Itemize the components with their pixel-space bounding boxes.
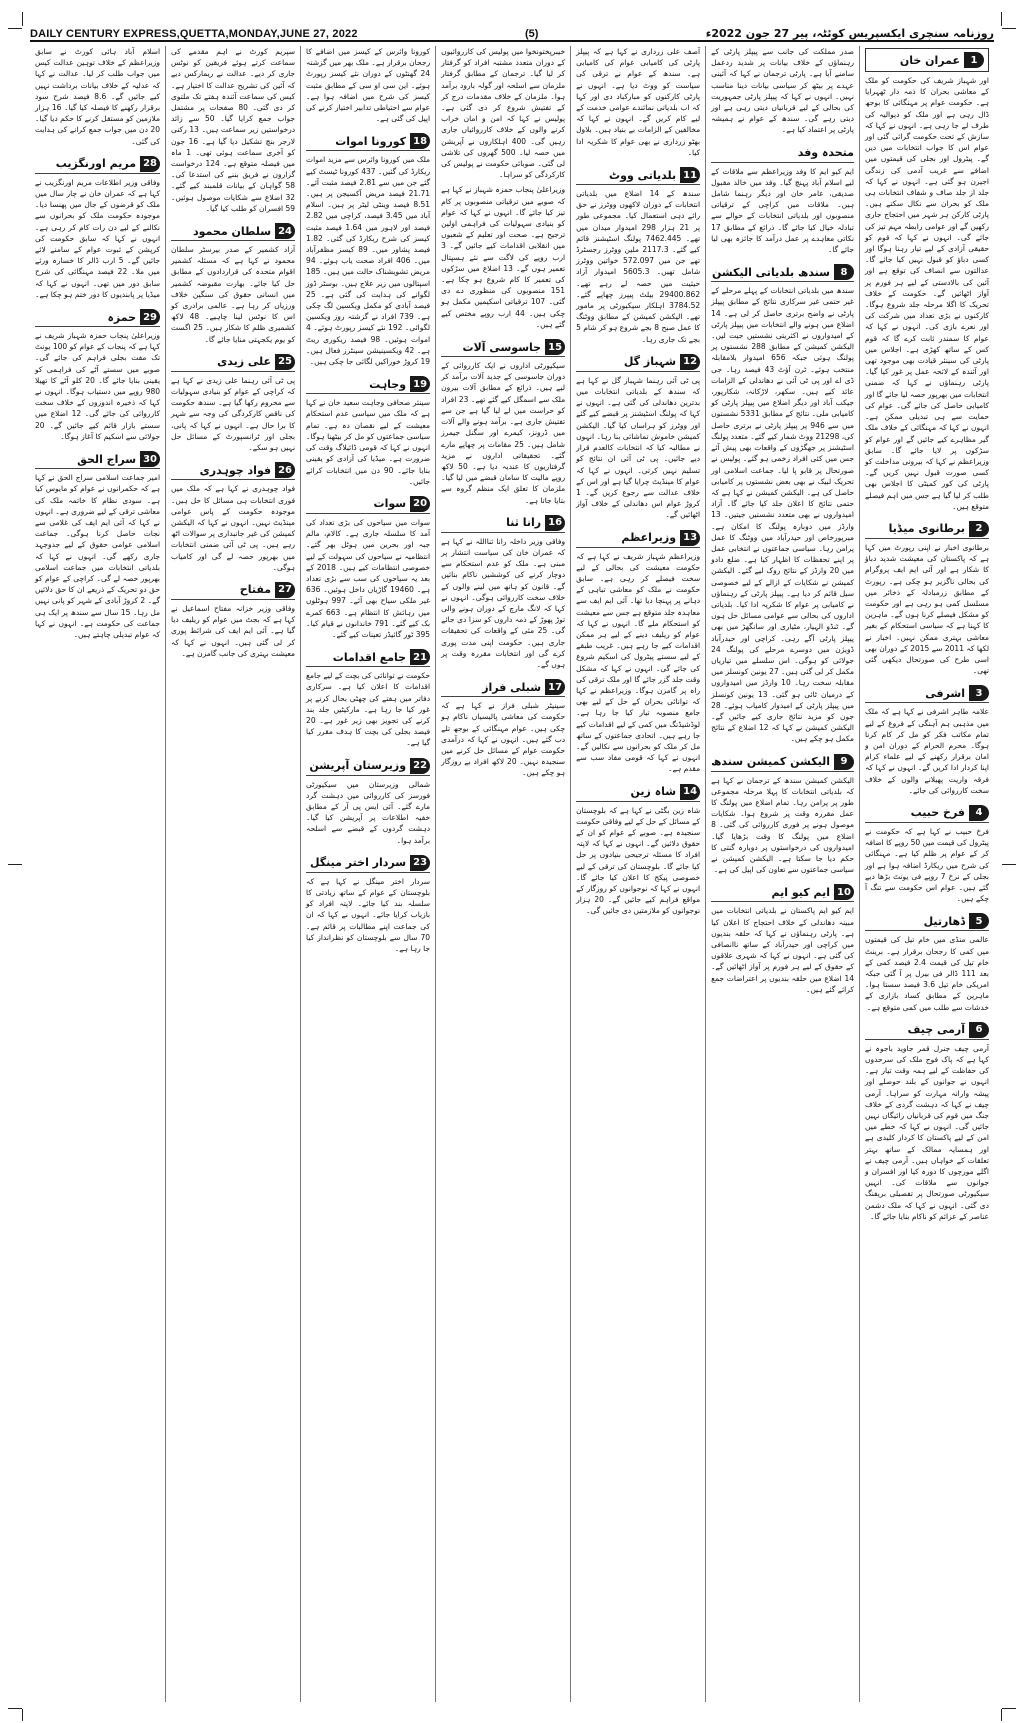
news-item <box>35 46 160 147</box>
news-number: 29 <box>140 309 160 325</box>
news-number: 28 <box>140 156 160 172</box>
news-heading <box>35 308 160 327</box>
news-number: 26 <box>275 462 295 478</box>
news-number: 23 <box>410 855 430 871</box>
news-body: ملک میں کورونا وائرس سے مزید اموات ریکارڈ کی گئیں۔ 437 کورونا ٹیسٹ کیے گئے جن میں سے 2.81 فیصد مثبت آئے۔ 21.71 فیصد مریض آکسیجن پر ہیں۔ 8.51 فیصد وینٹی لیٹر پر ہیں۔ اسلام آباد میں 3.45 فیصد، کراچی میں 2.82 فیصد اور لاہور میں 1.64 فیصد مثبت کیسز کی شرح ریکارڈ کی گئی۔ 1.82 فیصد پشاور میں۔ 89 کیسز مظفرآباد میں۔ 406 افراد صحت یاب ہوئے۔ 94 مریض تشویشناک حالت میں ہیں۔ 185 اسپتالوں میں زیر علاج ہیں۔ بوسٹر ڈوز لگوانے کی ہدایت کی گئی ہے۔ 25 فیصد آبادی کو مکمل ویکسین لگ چکی ہے۔ 739 افراد نے گزشتہ روز ویکسین لگوائی۔ 192 نئے کیسز رپورٹ ہوئے۔ 4 اموات ہوئیں۔ 98 فیصد ریکوری ریٹ ہے۔ 42 ویکسینیشن سینٹرز فعال ہیں۔ 19 کروڑ خوراکیں لگائی جا چکی ہیں۔ <box>306 155 431 367</box>
crop-mark <box>1002 28 1016 29</box>
news-column-3 <box>570 46 705 1702</box>
news-title: عمران خان <box>899 53 960 67</box>
news-number: 22 <box>410 758 430 774</box>
news-number: 16 <box>545 515 565 531</box>
news-column-6 <box>165 46 300 1702</box>
news-heading <box>576 529 700 548</box>
masthead-english-dateline: DAILY CENTURY EXPRESS,QUETTA,MONDAY,JUNE 27, 2022 <box>30 28 358 40</box>
news-item <box>171 457 295 573</box>
news-heading <box>576 353 700 372</box>
news-number: 2 <box>969 521 989 537</box>
news-number: 12 <box>680 354 700 370</box>
news-heading <box>441 514 565 533</box>
news-item <box>711 879 854 995</box>
news-title: کورونا اموات <box>335 134 407 148</box>
news-heading <box>865 684 989 703</box>
news-title: اشرفی <box>925 686 965 700</box>
news-body: سردار اختر مینگل نے کہا ہے کہ بلوچستان کے عوام کے ساتھ زیادتی کا سلسلہ بند کیا جائے۔ لاپتہ افراد کو بازیاب کرایا جائے۔ انہوں نے کہا کہ ان کی جماعت اپنے مطالبات پر قائم ہے۔ 70 سال سے بلوچستان کو نظرانداز کیا جا رہا ہے۔ <box>306 876 431 953</box>
news-number: 15 <box>545 339 565 355</box>
news-body: آصف علی زرداری نے کہا ہے کہ پیپلز پارٹی کی کامیابی عوام کی کامیابی ہے۔ سندھ کے عوام نے ترقی کی سیاست کو ووٹ دیا ہے۔ انہوں نے پارٹی کارکنوں کو مبارکباد دی اور کہا کہ اب بلدیاتی نمائندے عوامی خدمت کے لیے کام کریں گے۔ انہوں نے کہا کہ مخالفین کے الزامات بے بنیاد ہیں۔ بلاول بھٹو زرداری نے بھی عوام کا شکریہ ادا کیا۔ <box>576 47 701 157</box>
news-item <box>306 371 430 487</box>
news-title: سوات <box>373 497 407 511</box>
news-body: خیبرپختونخوا میں پولیس کی کارروائیوں کے دوران متعدد مشتبہ افراد کو گرفتار کر لیا گیا۔ ترجمان کے مطابق گرفتار ملزمان سے اسلحہ اور گولہ بارود برآمد ہوا۔ ملزمان کے خلاف مقدمات درج کر کے تفتیش شروع کر دی گئی ہے۔ پولیس نے کہا کہ امن و امان خراب کرنے والوں کے خلاف کارروائیاں جاری رہیں گی۔ 400 اہلکاروں نے آپریشن میں حصہ لیا۔ 500 گھروں کی تلاشی لی گئی۔ صوبائی حکومت نے پولیس کی کارکردگی کو سراہا۔ <box>441 47 566 180</box>
news-body: ایم کیو ایم کا وفد وزیراعظم سے ملاقات کے لیے اسلام آباد پہنچ گیا۔ وفد میں خالد مقبول صدیقی، عامر خان اور دیگر رہنما شامل ہیں۔ ملاقات میں کراچی کے ترقیاتی منصوبوں اور بلدیاتی انتخابات کے حوالے سے تبادلہ خیال کیا جائے گا۔ ذرائع کے مطابق 17 نکاتی معاہدے پر عمل درآمد کا جائزہ بھی لیا جائے گا۔ <box>711 166 854 255</box>
news-body: اسلام آباد ہائی کورٹ نے سابق وزیراعظم کے خلاف توہین عدالت کیس میں جواب طلب کر لیا۔ عدالت نے کہا کہ عدلیہ کے خلاف بیانات برداشت نہیں کیے جائیں گے۔ 8.6 فیصد شرح سود برقرار رکھنے کا فیصلہ کیا گیا۔ 16 ہزار ملازمین کو مستقل کرنے کا حکم دیا گیا۔ 20 دن میں جواب جمع کرانے کی ہدایت کی گئی۔ <box>35 47 161 146</box>
news-item <box>171 46 295 214</box>
news-number: 20 <box>410 496 430 512</box>
news-body: سوات میں سیاحوں کی بڑی تعداد کی آمد کا سلسلہ جاری ہے۔ کالام، مالم جبہ اور بحرین میں ہوٹل بھر گئے۔ انتظامیہ نے سیاحوں کی سہولت کے لیے خصوصی انتظامات کیے ہیں۔ 2018 کے بعد یہ سیاحوں کی سب سے بڑی تعداد ہے۔ 19460 گاڑیاں داخل ہوئیں۔ 636 غیر ملکی سیاح بھی آئے۔ 997 ہوٹلوں میں رہائش کا انتظام ہے۔ 663 کمرے بک کیے گئے۔ 791 خاندانوں نے قیام کیا۔ 395 ٹور گائیڈز تعینات کیے گئے۔ <box>306 517 431 639</box>
news-title: متحدہ وفد <box>797 146 854 160</box>
news-heading <box>171 222 295 241</box>
news-number: 25 <box>275 354 295 370</box>
news-item <box>306 491 430 640</box>
news-item <box>576 349 700 521</box>
news-heading <box>711 753 854 772</box>
news-item <box>171 349 295 453</box>
news-item <box>711 46 854 136</box>
news-heading <box>35 155 160 174</box>
news-item <box>306 128 430 367</box>
news-body: وزیراعلیٰ پنجاب حمزہ شہباز نے کہا ہے کہ صوبے میں ترقیاتی منصوبوں پر کام تیز کیا جائے گا۔ انہوں نے کہا کہ عوام کو بنیادی سہولیات کی فراہمی اولین ترجیح ہے۔ صحت اور تعلیم کے شعبوں میں انقلابی اقدامات کیے جائیں گے۔ 3 ارب روپے کی لاگت سے نئے ہسپتال تعمیر ہوں گے۔ 13 اضلاع میں سڑکوں کی تعمیر کا کام شروع ہو چکا ہے۔ 151 منصوبوں کی منظوری دے دی گئی۔ 107 ترقیاتی اسکیمیں مکمل ہو چکی ہیں۔ 44 ارب روپے مختص کیے گئے ہیں۔ <box>441 185 566 329</box>
news-title: بلدیاتی ووٹ <box>609 168 677 182</box>
news-body: ایم کیو ایم پاکستان نے بلدیاتی انتخابات میں مبینہ دھاندلی کے خلاف احتجاج کا اعلان کیا ہے۔ پارٹی رہنماؤں نے کہا کہ حلقہ بندیوں میں کراچی اور حیدرآباد کے ساتھ ناانصافی کی گئی ہے۔ انہوں نے کہا کہ شہری علاقوں کے حقوق کے لیے ہر فورم پر آواز اٹھائیں گے۔ 14 اضلاع میں حلقہ بندیوں پر اعتراضات جمع کرائے گئے ہیں۔ <box>711 906 854 994</box>
news-body: پی ٹی آئی رہنما علی زیدی نے کہا ہے کہ کراچی کے عوام کو بنیادی سہولیات سے محروم رکھا گیا ہے۔ سندھ حکومت کی ناقص کارکردگی کی وجہ سے شہر کا برا حال ہے۔ انہوں نے کہا کہ پانی، بجلی اور ٹرانسپورٹ کے مسائل حل نہیں ہو سکے۔ <box>171 375 296 453</box>
news-body: سپریم کورٹ نے اہم مقدمے کی سماعت کرتے ہوئے فریقین کو نوٹس جاری کر دیے۔ عدالت نے ریمارکس دیے کہ آئین کی تشریح عدالت کا اختیار ہے۔ کیس کی سماعت آئندہ ہفتے تک ملتوی کر دی گئی۔ 80 صفحات پر مشتمل جواب جمع کرایا گیا۔ 50 سے زائد درخواستیں زیر سماعت ہیں۔ 13 رکنی لارجر بنچ تشکیل دیا گیا ہے۔ 16 جون کو آخری سماعت ہوئی تھی۔ 1 ماہ میں فیصلہ متوقع ہے۔ 124 درخواست گزاروں نے فریق بننے کی استدعا کی۔ 58 گواہان کے بیانات قلمبند کیے گئے۔ 32 اضلاع سے شکایات موصول ہوئیں۔ 59 افسران کو طلب کیا گیا۔ <box>171 47 296 213</box>
news-heading <box>306 132 430 151</box>
news-title: وزیراعظم <box>621 531 677 545</box>
news-body: وفاقی وزیر داخلہ رانا ثنااللہ نے کہا ہے کہ عمران خان کی سیاست انتشار پر مبنی ہے۔ ملک کو عدم استحکام سے دوچار کرنے کی کوششیں ناکام بنائیں گے۔ قانون کو ہاتھ میں لینے والوں کے خلاف سخت کارروائی ہوگی۔ انہوں نے کہا کہ لانگ مارچ کے دوران ہونے والی توڑ پھوڑ کے ذمہ داروں کو سزا دی جائے گی۔ 25 مئی کے واقعات کی تحقیقات جاری ہیں۔ حکومت اپنی مدت پوری کرے گی اور انتخابات مقررہ وقت پر ہوں گے۔ <box>441 536 566 669</box>
news-number: 5 <box>969 913 989 929</box>
crop-mark <box>8 864 22 865</box>
news-item <box>35 304 160 442</box>
news-number: 6 <box>969 1022 989 1038</box>
news-heading <box>441 338 565 357</box>
news-body: فرخ حبیب نے کہا ہے کہ حکومت نے پیٹرول کی قیمت میں 50 روپے کا اضافہ کر کے عوام پر ظلم کیا ہے۔ مہنگائی کی شرح میں ریکارڈ اضافہ ہوا ہے اور بجلی کے نرخ 7 روپے فی یونٹ بڑھا دیے گئے ہیں۔ عوام اس حکومت سے تنگ آ چکے ہیں۔ <box>864 826 989 904</box>
news-number: 18 <box>410 133 430 149</box>
news-heading <box>576 166 700 185</box>
news-body: اور شہباز شریف کی حکومت کو ملک کے معاشی بحران کا ذمہ دار ٹھہرایا ہے۔ حکومت عوام پر مہنگائی کا بوجھ ڈال رہی ہے اور ملک کو دیوالیہ کی طرف لے جا رہی ہے۔ انہوں نے کہا کہ سازش کے تحت حکومت گرائی گئی اور عوام اس کا جواب انتخابات میں دیں گے۔ پیٹرول اور بجلی کی قیمتوں میں اضافے سے غریب آدمی کی زندگی اجیرن ہو گئی ہے۔ انہوں نے کہا کہ جلد از جلد صاف و شفاف انتخابات ہی ملک کو بحران سے نکال سکتے ہیں۔ پارٹی کارکن ہر شہر میں احتجاج جاری رکھیں گے اور عوامی رابطہ مہم تیز کی جائے گی۔ انہوں نے کہا کہ قوم کو حقیقی آزادی کے لیے تیار رہنا ہوگا اور کسی دباؤ کو قبول نہیں کیا جائے گا۔ عدالتوں سے انصاف کی توقع ہے اور آئین کی بالادستی کے لیے ہر فورم پر آواز اٹھائیں گے۔ حکومت کے خلاف تحریک کا اگلا مرحلہ جلد شروع ہوگا۔ کارکنوں نے بڑی تعداد میں شرکت کی اور نعرے بازی کی۔ انہوں نے کہا کہ عوام کا سمندر ثابت کرے گا کہ قوم کس کے ساتھ کھڑی ہے۔ اجلاس میں پارٹی کی سینئر قیادت بھی موجود تھی اور آئندہ کے لائحہ عمل پر غور کیا گیا۔ پارٹی رہنماؤں نے کہا کہ ضمنی انتخابات میں بھرپور حصہ لیا جائے گا اور کامیابی حاصل کی جائے گی۔ عوام کی حمایت سے ہی تبدیلی ممکن ہے۔ انہوں نے کہا کہ مہنگائی کے خلاف ملک گیر مظاہرے کیے جائیں گے اور عوام کو سڑکوں پر لایا جائے گا۔ سابق وزیراعظم نے کہا کہ بیرونی مداخلت کو کسی صورت قبول نہیں کریں گے۔ پارٹی کی کور کمیٹی کا اجلاس بھی طلب کر لیا گیا ہے جس میں اہم فیصلے متوقع ہیں۔ <box>864 76 989 511</box>
news-column-2 <box>705 46 859 1702</box>
news-number: 1 <box>964 52 984 68</box>
news-body: سندھ میں بلدیاتی انتخابات کے پہلے مرحلے کے غیر حتمی غیر سرکاری نتائج کے مطابق پیپلز پارٹی نے واضح برتری حاصل کر لی ہے۔ 14 اضلاع میں ہونے والے انتخابات میں پیپلز پارٹی کے امیدواروں نے اکثریتی نشستیں جیت لیں۔ الیکشن کمیشن کے مطابق 288 نشستوں پر پولنگ ہوئی جبکہ 656 امیدوار بلامقابلہ منتخب ہوئے۔ ٹرن آؤٹ 43 فیصد رہا۔ جی ڈی اے اور پی ٹی آئی نے دھاندلی کے الزامات عائد کیے ہیں۔ سکھر، لاڑکانہ، شکارپور، جیکب آباد اور دیگر اضلاع میں پیپلز پارٹی کو کامیابی ملی۔ نتائج کے مطابق 5331 نشستوں میں سے 946 پر پیپلز پارٹی نے برتری حاصل کی، 21298 ووٹ شمار کیے گئے۔ متعدد پولنگ اسٹیشنز پر جھگڑوں کے واقعات بھی پیش آئے جس میں کئی افراد زخمی ہو گئے۔ پولیس نے صورتحال پر قابو پا لیا۔ جماعت اسلامی اور تحریک لبیک نے بھی بعض نشستوں پر کامیابی حاصل کی ہے۔ الیکشن کمیشن نے کہا ہے کہ حتمی نتائج کا اعلان جلد کیا جائے گا۔ آزاد امیدواروں نے بھی متعدد نشستیں جیتیں۔ 13 وارڈز میں دوبارہ پولنگ کا امکان ہے۔ میرپورخاص اور حیدرآباد میں ووٹنگ کا عمل پرامن رہا۔ سیاسی جماعتوں نے انتخابی عمل پر اپنے تحفظات کا اظہار کیا ہے۔ ضلع دادو میں 20 وارڈز کے نتائج روک لیے گئے۔ الیکشن کمیشن نے شکایات کے ازالے کے لیے خصوصی سیل قائم کر دیا ہے۔ پیپلز پارٹی کے رہنماؤں نے کامیابی پر عوام کا شکریہ ادا کیا۔ بلدیاتی اداروں کی بحالی سے عوامی مسائل حل ہوں گے۔ ٹنڈو الہیار، مٹیاری اور سانگھڑ میں بھی پیپلز پارٹی آگے رہی۔ کراچی اور حیدرآباد ڈویژن میں دوسرے مرحلے کی پولنگ 24 جولائی کو ہوگی۔ اس سلسلے میں تیاریاں مکمل کر لی گئی ہیں۔ 27 یونین کونسلز میں مقابلہ سخت رہا۔ 10 وارڈز میں امیدواروں کے درمیان ٹائی ہو گئی۔ 13 یونین کونسلز میں پیپلز پارٹی کے امیدوار کامیاب ہوئے۔ 28 جون کو مزید نتائج جاری کیے جائیں گے۔ الیکشن کمیشن نے کہا کہ 12 اضلاع کے نتائج مکمل ہو چکے ہیں۔ <box>711 286 854 744</box>
news-item <box>576 779 700 917</box>
news-number: 21 <box>410 649 430 665</box>
news-body: صدر مملکت کی جانب سے پیپلز پارٹی کے رہنماؤں کے خلاف بیانات پر شدید ردعمل سامنے آیا ہے۔ پارٹی ترجمان نے کہا کہ آئینی عہدے پر بیٹھ کر سیاسی بیانات دینا مناسب نہیں۔ انہوں نے کہا کہ پیپلز پارٹی جمہوریت کی بحالی کے لیے قربانیاں دیتی رہی ہے اور دیتی رہے گی۔ سندھ کے عوام نے ہمیشہ پارٹی پر اعتماد کیا ہے۔ <box>711 47 854 135</box>
news-title: سردار اختر مینگل <box>309 856 407 870</box>
news-item <box>171 218 295 345</box>
news-heading <box>865 804 989 823</box>
crop-mark <box>1001 12 1002 26</box>
news-heading <box>306 495 430 514</box>
news-body: وزیراعظم شہباز شریف نے کہا ہے کہ حکومت معیشت کی بحالی کے لیے سخت فیصلے کر رہی ہے۔ سابق حکومت نے ملک کو معاشی تباہی کے دہانے پر پہنچا دیا تھا۔ آئی ایم ایف سے معاہدہ جلد متوقع ہے جس سے معیشت کو استحکام ملے گا۔ انہوں نے کہا کہ عوام کو ریلیف دینے کے لیے ہر ممکن اقدامات کیے جا رہے ہیں۔ غریب طبقے کے لیے سستے پیٹرول کی اسکیم شروع کی جائے گی۔ انہوں نے کہا کہ مشکل وقت جلد گزر جائے گا اور ملک ترقی کی راہ پر گامزن ہوگا۔ وزیراعظم نے کہا کہ توانائی بحران کے حل کے لیے بھی جامع منصوبہ تیار کیا جا رہا ہے۔ لوڈشیڈنگ میں کمی کے لیے اقدامات کیے جا رہے ہیں۔ اتحادی جماعتوں کے ساتھ مل کر ملک کو بحرانوں سے نکالیں گے۔ انہوں نے کہا کہ قومی مفاد سب سے مقدم ہے۔ <box>576 551 701 774</box>
news-body: سینیٹر شبلی فراز نے کہا ہے کہ حکومت کی معاشی پالیسیاں ناکام ہو چکی ہیں۔ عوام مہنگائی کے بوجھ تلے دب گئے ہیں۔ انہوں نے کہا کہ درآمدی حکومت عوام کے مسائل حل کرنے میں سنجیدہ نہیں۔ 20 لاکھ افراد بے روزگار ہو چکے ہیں۔ <box>441 701 566 778</box>
news-column-1 <box>859 46 994 1702</box>
news-body: امیر جماعت اسلامی سراج الحق نے کہا ہے کہ حکمرانوں نے عوام کو مایوس کیا ہے۔ سودی نظام کا خاتمہ ملک کی معاشی ترقی کے لیے ضروری ہے۔ انہوں نے کہا کہ آئی ایم ایف کی غلامی سے نجات حاصل کرنا ہوگی۔ جماعت اسلامی عوامی حقوق کے لیے جدوجہد جاری رکھے گی۔ انہوں نے کہا کہ بلدیاتی انتخابات میں جماعت اسلامی بھرپور حصہ لے گی۔ کراچی کے عوام کو حق دو تحریک کے ذریعے ان کا حق دلائیں گے۔ 2 کروڑ آبادی کے شہر کو پانی نہیں مل رہا۔ 15 سال سے سندھ پر ایک ہی جماعت کی حکومت ہے۔ انہوں نے کہا کہ عوام تبدیلی چاہتے ہیں۔ <box>35 473 161 639</box>
news-body: برطانوی اخبار نے اپنی رپورٹ میں کہا ہے کہ پاکستان کی معیشت شدید دباؤ کا شکار ہے اور آئی ایم ایف پروگرام کی بحالی ناگزیر ہو چکی ہے۔ رپورٹ کے مطابق زرمبادلہ کے ذخائر میں مسلسل کمی ہو رہی ہے اور حکومت کو مشکل فیصلے کرنا ہوں گے۔ ماہرین کا کہنا ہے کہ سیاسی استحکام کے بغیر معاشی بہتری ممکن نہیں۔ اخبار نے لکھا کہ 2011 سے 2015 کے دوران بھی اسی طرح کی صورتحال دیکھی گئی تھی۔ <box>864 542 989 676</box>
news-title: الیکشن کمیشن سندھ <box>711 755 830 769</box>
news-heading <box>711 263 854 282</box>
newspaper-page <box>30 46 994 1702</box>
crop-mark <box>1001 1709 1002 1721</box>
masthead-urdu-dateline: روزنامہ سنچری ایکسپریس کوئٹہ، پیر 27 جون 2022ء <box>705 27 994 40</box>
news-item <box>441 46 565 180</box>
news-title: رانا ثنا <box>506 516 542 530</box>
news-heading <box>576 783 700 802</box>
crop-mark <box>8 1708 22 1709</box>
news-item <box>441 510 565 670</box>
crop-mark <box>1002 1708 1016 1709</box>
news-number: 4 <box>969 805 989 821</box>
news-title: مفتاح <box>239 583 272 597</box>
news-body: آزاد کشمیر کے صدر بیرسٹر سلطان محمود نے کہا ہے کہ مسئلہ کشمیر اقوام متحدہ کی قراردادوں کے مطابق حل کیا جائے۔ بھارت مقبوضہ کشمیر میں انسانی حقوق کی سنگین خلاف ورزیاں کر رہا ہے۔ عالمی برادری کو اس کا نوٹس لینا چاہیے۔ 48 لاکھ کشمیری ظلم کا شکار ہیں۔ 25 اگست کو یوم یکجہتی منایا جائے گا۔ <box>171 245 296 344</box>
news-number: 24 <box>275 223 295 239</box>
news-body: حکومت نے توانائی کی بچت کے لیے جامع اقدامات کا اعلان کیا ہے۔ سرکاری دفاتر میں ہفتے کی چھٹی بحال کرنے پر غور کیا جا رہا ہے۔ مارکیٹیں جلد بند کرنے کی تجویز بھی زیر غور ہے۔ 20 فیصد بجلی کی بچت کا ہدف مقرر کیا گیا ہے۔ <box>306 671 431 748</box>
news-body: وزیراعلیٰ پنجاب حمزہ شہباز شریف نے کہا ہے کہ پنجاب کے عوام کو 100 یونٹ تک مفت بجلی فراہم کی جائے گی۔ صوبے میں سستے آٹے کی فراہمی کو یقینی بنایا جائے گا۔ 20 کلو آٹے کا تھیلا 980 روپے میں دستیاب ہوگا۔ انہوں نے کہا کہ ذخیرہ اندوزوں کے خلاف سخت کارروائی کی جائے گی۔ 12 اضلاع میں سستے بازار قائم کیے جائیں گے۔ 20 جولائی سے اسکیم کا آغاز ہوگا۔ <box>35 331 161 441</box>
news-title: برطانوی میڈیا <box>888 522 965 536</box>
news-title: جامع اقدامات <box>332 650 407 664</box>
news-title: علی زیدی <box>217 355 272 369</box>
news-title: شاہ زین <box>630 785 677 799</box>
news-item <box>576 46 700 158</box>
news-heading <box>306 375 430 394</box>
news-body: آرمی چیف جنرل قمر جاوید باجوہ نے کہا ہے کہ پاک فوج ملک کی سرحدوں کی حفاظت کے لیے ہمہ وقت تیار ہے۔ انہوں نے جوانوں کے بلند حوصلے اور پیشہ وارانہ مہارت کو سراہا۔ آرمی چیف نے کہا کہ دہشت گردی کے خلاف جنگ میں قوم کی قربانیاں رائیگاں نہیں جائیں گی۔ انہوں نے کہا کہ خطے میں امن کے لیے پاکستان کا کردار کلیدی ہے اور ہمسایہ ممالک کے ساتھ بہتر تعلقات کے خواہاں ہیں۔ آرمی چیف نے اگلے مورچوں کا دورہ کیا اور افسران و جوانوں سے ملاقات کی۔ انہیں سیکیورٹی صورتحال پر تفصیلی بریفنگ دی گئی۔ انہوں نے کہا کہ ملک دشمن عناصر کے عزائم کو ناکام بنایا جائے گا۔ <box>864 1043 989 1221</box>
crop-mark <box>8 28 22 29</box>
news-title: مریم اورنگزیب <box>55 157 137 171</box>
news-title: سندھ بلدیاتی الیکشن <box>711 265 830 279</box>
news-number: 10 <box>834 884 854 900</box>
news-body: کورونا وائرس کے کیسز میں اضافے کا رجحان برقرار ہے۔ ملک بھر میں گزشتہ 24 گھنٹوں کے دوران نئے کیسز رپورٹ ہوئے۔ این سی او سی کے مطابق مثبت کیسز کی شرح میں اضافہ ہوا ہے۔ عوام سے احتیاطی تدابیر اختیار کرنے کی اپیل کی گئی ہے۔ <box>306 47 431 124</box>
news-item <box>865 516 989 676</box>
news-item <box>711 749 854 876</box>
news-item <box>441 184 565 330</box>
news-body: سندھ کے 14 اضلاع میں بلدیاتی انتخابات کے دوران لاکھوں ووٹرز نے حق رائے دہی استعمال کیا۔ مجموعی طور پر 21 ہزار 298 امیدوار میدان میں تھے۔ 7462.445 پولنگ اسٹیشنز قائم کیے گئے۔ 2117.3 ملین ووٹرز رجسٹرڈ تھے جن میں 572.097 خواتین ووٹرز شامل تھیں۔ 5605.3 امیدوار آزاد حیثیت میں حصہ لے رہے تھے۔ 29400.862 بیلٹ پیپرز چھاپے گئے۔ 3784.52 اہلکار سیکیورٹی پر مامور تھے۔ الیکشن کمیشن کے مطابق ووٹنگ کا عمل صبح 8 بجے شروع ہو کر شام 5 بجے تک جاری رہا۔ <box>576 189 701 344</box>
news-column-4 <box>435 46 570 1702</box>
news-item <box>865 1017 989 1222</box>
news-item <box>711 259 854 744</box>
news-heading <box>865 520 989 539</box>
news-body: عالمی منڈی میں خام تیل کی قیمتوں میں کمی کا رجحان برقرار ہے۔ برینٹ خام تیل کی قیمت 2.4 فیصد کمی کے بعد 111 ڈالر فی بیرل پر آ گئی جبکہ امریکی خام تیل 3.6 فیصد سستا ہوا۔ ماہرین کے مطابق کساد بازاری کے خدشات سے طلب میں کمی متوقع ہے۔ <box>864 935 990 1012</box>
news-item <box>306 46 430 124</box>
news-title: آرمی چیف <box>907 1023 965 1037</box>
news-heading <box>865 1021 989 1040</box>
news-heading <box>711 144 854 163</box>
news-heading <box>441 678 565 697</box>
news-number: 30 <box>140 451 160 467</box>
news-item <box>711 140 854 256</box>
news-body: فواد چوہدری نے کہا ہے کہ ملک میں فوری انتخابات ہی مسائل کا حل ہیں۔ موجودہ حکومت کے پاس عوامی مینڈیٹ نہیں۔ انہوں نے کہا کہ الیکشن کمیشن کی غیر جانبداری پر سوالات اٹھ رہے ہیں۔ پی ٹی آئی ضمنی انتخابات میں بھرپور حصہ لے گی اور کامیاب ہوگی۔ <box>171 484 296 572</box>
news-item <box>576 525 700 775</box>
news-number: 8 <box>834 264 854 280</box>
news-number: 13 <box>680 530 700 546</box>
news-number: 14 <box>680 784 700 800</box>
news-item <box>306 753 430 846</box>
news-body: شمالی وزیرستان میں سیکیورٹی فورسز کی کارروائی میں دہشت گرد مارے گئے۔ آئی ایس پی آر کے مطابق خفیہ اطلاعات پر آپریشن کیا گیا۔ دہشت گردوں کے قبضے سے اسلحہ برآمد ہوا۔ <box>306 779 431 845</box>
news-title: شہباز گل <box>623 355 677 369</box>
news-heading <box>171 461 295 480</box>
news-heading <box>865 912 989 931</box>
crop-mark <box>22 12 23 26</box>
news-item <box>306 644 430 748</box>
news-item <box>35 446 160 640</box>
news-body: وفاقی وزیر اطلاعات مریم اورنگزیب نے کہا ہے کہ عمران خان نے چار سال میں ملک کو قرضوں کے جال میں پھنسا دیا۔ موجودہ حکومت ملک کو بحرانوں سے نکالنے کے لیے دن رات کام کر رہی ہے۔ انہوں نے کہا کہ سابق حکومت کی کرپشن کے ثبوت عوام کے سامنے لائے جائیں گے۔ 5 ارب ڈالر کا خسارہ ورثے میں ملا۔ 22 فیصد مہنگائی کی شرح سابق دور میں تھی۔ انہوں نے کہا کہ میڈیا پر پابندیوں کا دور ختم ہو چکا ہے۔ <box>35 177 161 299</box>
news-item <box>306 850 430 954</box>
news-number: 3 <box>969 685 989 701</box>
news-number: 27 <box>275 582 295 598</box>
news-title: جاسوسی آلات <box>462 340 542 354</box>
news-item <box>865 908 989 1012</box>
news-number: 17 <box>545 679 565 695</box>
news-heading <box>306 757 430 776</box>
news-body: سینئر صحافی وجاہت سعید خان نے کہا ہے کہ ملک میں سیاسی عدم استحکام معیشت کے لیے نقصان دہ ہے۔ تمام سیاسی جماعتوں کو مل کر بیٹھنا ہوگا۔ انہوں نے کہا کہ قومی ڈائیلاگ وقت کی ضرورت ہے۔ میڈیا کی آزادی کو یقینی بنایا جائے۔ 90 دن میں انتخابات کرائے جائیں۔ <box>306 398 431 486</box>
news-title: ایم کیو ایم <box>771 885 830 899</box>
news-title: شبلی فراز <box>482 680 542 694</box>
news-heading <box>306 854 430 873</box>
news-item <box>865 46 989 512</box>
news-title: وجاہت <box>369 377 407 391</box>
news-body: پی ٹی آئی رہنما شہباز گل نے کہا ہے کہ سندھ کے بلدیاتی انتخابات میں بدترین دھاندلی کی گئی ہے۔ انہوں نے کہا کہ پولنگ اسٹیشنز پر قبضے کیے گئے اور ووٹرز کو ہراساں کیا گیا۔ الیکشن کمیشن خاموش تماشائی بنا رہا۔ انہوں نے مطالبہ کیا کہ انتخابات کالعدم قرار دیے جائیں۔ پی ٹی آئی ان نتائج کو تسلیم نہیں کرتی۔ انہوں نے کہا کہ عوام کا مینڈیٹ چرایا گیا ہے اور اس کے خلاف عدالت سے رجوع کریں گے۔ 1 کروڑ عوام اس دھاندلی کے خلاف آواز اٹھائیں گے۔ <box>576 375 701 520</box>
news-item <box>865 680 989 796</box>
crop-mark <box>1002 864 1016 865</box>
news-heading <box>865 48 989 72</box>
news-title: فرخ حبیب <box>910 806 965 820</box>
news-title: فواد چوہدری <box>199 463 272 477</box>
masthead <box>30 20 994 42</box>
news-body: وفاقی وزیر خزانہ مفتاح اسماعیل نے کہا ہے کہ بجٹ میں عوام کو ریلیف دیا گیا ہے۔ آئی ایم ایف کی شرائط پوری کر لی گئی ہیں۔ انہوں نے کہا کہ معیشت بہتری کی جانب گامزن ہے۔ <box>171 603 296 658</box>
news-heading <box>171 581 295 600</box>
news-number: 11 <box>680 167 700 183</box>
news-body: شاہ زین بگٹی نے کہا ہے کہ بلوچستان کے مسائل کے حل کے لیے وفاقی حکومت سنجیدہ ہے۔ صوبے کے عوام کو ان کے حقوق دلائیں گے۔ انہوں نے کہا کہ لاپتہ افراد کا مسئلہ ترجیحی بنیادوں پر حل کیا جائے گا۔ بلوچستان کی ترقی کے لیے خصوصی پیکج کا اعلان کیا جائے گا۔ انہوں نے کہا کہ نوجوانوں کو روزگار کے مواقع فراہم کیے جائیں گے۔ 20 ہزار نوجوانوں کو ملازمتیں دی جائیں گی۔ <box>576 805 701 916</box>
news-body: سیکیورٹی اداروں نے ایک کارروائی کے دوران جاسوسی کے جدید آلات برآمد کر لیے ہیں۔ ذرائع کے مطابق آلات بیرون ملک سے اسمگل کیے گئے تھے۔ 23 افراد کو حراست میں لے لیا گیا ہے جن سے تفتیش جاری ہے۔ برآمد ہونے والے آلات میں ڈرونز، کیمرے اور سگنل جیمرز شامل ہیں۔ 25 مقامات پر چھاپے مارے گئے۔ تحقیقاتی اداروں نے مزید گرفتاریوں کا عندیہ دیا ہے۔ 50 لاکھ روپے مالیت کا سامان قبضے میں لیا گیا۔ ملزمان کا تعلق ایک منظم گروہ سے بتایا جاتا ہے۔ <box>441 361 566 505</box>
news-body: علامہ طاہر اشرفی نے کہا ہے کہ ملک میں مذہبی ہم آہنگی کے فروغ کے لیے تمام مکاتب فکر کو مل کر کام کرنا ہوگا۔ محرم الحرام کے دوران امن و امان برقرار رکھنے کے لیے علماء کرام اپنا کردار ادا کریں گے۔ انہوں نے کہا کہ فرقہ واریت پھیلانے والوں کے خلاف سخت کارروائی کی جائے۔ <box>864 707 989 795</box>
news-item <box>865 800 989 904</box>
crop-mark <box>22 1709 23 1721</box>
page-number: (5) <box>524 28 539 40</box>
news-item <box>441 674 565 778</box>
news-number: 9 <box>834 754 854 770</box>
news-item <box>171 577 295 659</box>
news-heading <box>171 353 295 372</box>
news-heading <box>711 883 854 902</box>
news-title: سلطان محمود <box>193 224 272 238</box>
news-column-5 <box>300 46 435 1702</box>
news-column-7 <box>30 46 165 1702</box>
news-body: الیکشن کمیشن سندھ کے ترجمان نے کہا ہے کہ بلدیاتی انتخابات کا پہلا مرحلہ مجموعی طور پر پرامن رہا۔ تمام اضلاع میں پولنگ کا عمل مقررہ وقت پر شروع ہوا۔ شکایات موصول ہونے پر فوری کارروائی کی گئی۔ 8 اضلاع میں پولنگ کا وقت بڑھایا گیا۔ امیدواروں کی درخواستوں پر دوبارہ گنتی کا حکم دیا جا سکتا ہے۔ الیکشن کمیشن نے سیاسی جماعتوں سے تعاون کی اپیل کی ہے۔ <box>711 775 854 875</box>
news-title: ڈھارتیل <box>923 914 965 928</box>
news-title: وزیرستان آپریشن <box>309 759 407 773</box>
news-item <box>441 334 565 506</box>
news-heading <box>35 450 160 469</box>
news-item <box>35 151 160 300</box>
news-title: سراج الحق <box>77 452 137 466</box>
news-item <box>576 162 700 345</box>
news-heading <box>306 648 430 667</box>
news-title: حمزہ <box>107 310 137 324</box>
news-number: 19 <box>410 376 430 392</box>
